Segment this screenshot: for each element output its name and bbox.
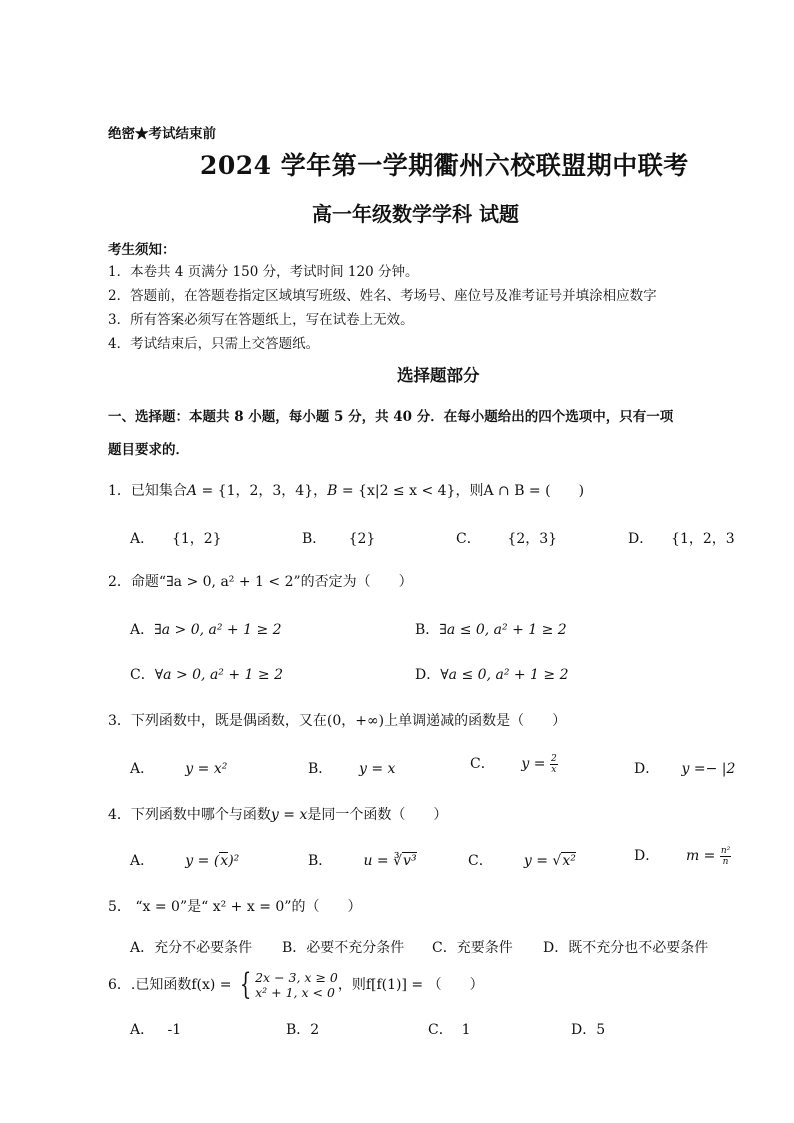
q1-option-b: B． {2}: [302, 531, 376, 547]
q2-option-b: B．∃a ≤ 0, a² + 1 ≥ 2: [415, 622, 567, 638]
notice-item: 1．本卷共 4 页满分 150 分，考试时间 120 分钟。: [108, 264, 419, 280]
q1-option-a: A． {1，2}: [130, 531, 222, 547]
q5-option-b: B．必要不充分条件: [282, 940, 405, 956]
section-title: 选择题部分: [397, 366, 480, 385]
q5-option-d: D．既不充分也不必要条件: [543, 940, 709, 956]
q1-set-b: = {x|2 ≤ x < 4}，: [337, 483, 470, 499]
q6-option-c: C． 1: [428, 1022, 471, 1038]
section-instruction-cont: 题目要求的．: [108, 442, 189, 458]
confidential-label: 绝密★考试结束前: [108, 126, 216, 142]
q4-option-c: C． y = √x²: [468, 853, 576, 869]
notice-item: 4．考试结束后，只需上交答题纸。: [108, 336, 320, 352]
notice-heading: 考生须知：: [108, 242, 176, 258]
q2-option-d: D．∀a ≤ 0, a² + 1 ≥ 2: [415, 667, 569, 683]
q1-set-a-name: A: [186, 483, 198, 499]
q4-option-d: D． m = $\frac{\text{n²}}{n}$: [634, 845, 731, 867]
q6-option-b: B．2: [286, 1022, 320, 1038]
q1-set-a: = {1，2，3，4}，: [197, 483, 328, 499]
q5-option-c: C．充要条件: [432, 940, 513, 956]
section-instruction: 一、选择题：本题共 8 小题，每小题 5 分，共 40 分．在每小题给出的四个选项中，只有一项: [108, 409, 674, 425]
question-1-stem: [108, 480, 584, 500]
exam-subtitle: 高一年级数学学科 试题: [312, 202, 519, 226]
q4-option-a: A． y = (x)²: [130, 853, 240, 869]
notice-item: 3．所有答案必须写在答题纸上，写在试卷上无效。: [108, 312, 414, 328]
q1-number: 1．已知集合: [108, 483, 187, 499]
question-6-stem: 6．.已知函数f(x) = { 2x − 3, x ≥ 0 x² + 1, x < 0 ，则f[f(1)] = （ ）: [108, 967, 484, 1002]
piecewise-brace: {: [239, 967, 252, 1002]
piecewise-cases: 2x − 3, x ≥ 0 x² + 1, x < 0: [255, 970, 338, 1000]
q3-option-b: B． y = x: [308, 761, 396, 777]
q1-option-d: D． {1，2，3: [628, 531, 735, 547]
q1-set-b-name: B: [327, 483, 338, 499]
q6-option-a: A． -1: [130, 1022, 182, 1038]
question-2-stem: 2．命题“∃a > 0, a² + 1 < 2”的否定为（ ）: [108, 574, 413, 590]
q2-option-c: C．∀a > 0, a² + 1 ≥ 2: [130, 667, 283, 683]
exam-title: 2024 学年第一学期衢州六校联盟期中联考: [200, 151, 689, 180]
q5-option-a: A．充分不必要条件: [130, 940, 253, 956]
q1-option-c: C． {2，3}: [456, 531, 558, 547]
notice-item: 2．答题前，在答题卷指定区域填写班级、姓名、考场号、座位号及准考证号并填涂相应数字: [108, 288, 657, 304]
q4-option-b: B． u = ∛v³: [308, 853, 417, 869]
question-5-stem: 5． “x = 0”是“ x² + x = 0”的（ ）: [108, 899, 362, 915]
q1-tail: 则A ∩ B = ( ): [469, 483, 585, 499]
q3-option-d: D． y =− |2: [634, 761, 736, 777]
q6-option-d: D．5: [571, 1022, 606, 1038]
q3-option-c: C． y = $\frac{2}{x}$: [470, 753, 557, 775]
question-3-stem: 3．下列函数中，既是偶函数，又在(0，+∞)上单调递减的函数是（ ）: [108, 713, 567, 729]
q2-option-a: A．∃a > 0, a² + 1 ≥ 2: [130, 622, 282, 638]
q3-option-a: A． y = x²: [130, 761, 228, 777]
question-4-stem: 4．下列函数中哪个与函数y = x是同一个函数（ ）: [108, 807, 448, 823]
